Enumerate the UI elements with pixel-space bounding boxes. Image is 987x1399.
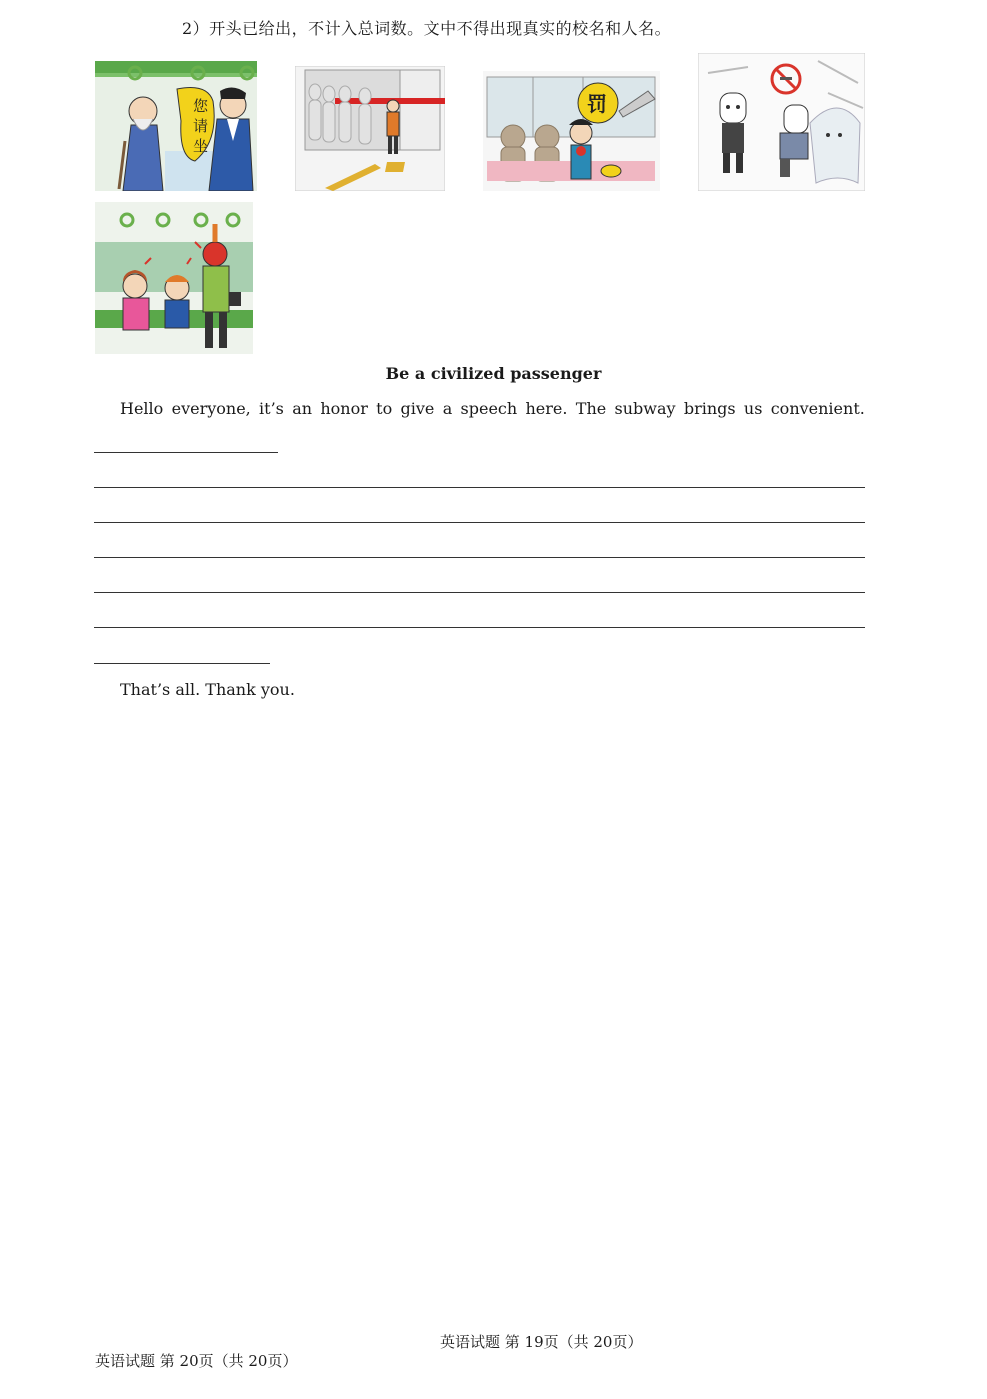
picture-no-smoking — [698, 53, 865, 191]
opening-word: speech — [460, 399, 518, 418]
page-footer-left: 英语试题 第 20页（共 20页） — [95, 1352, 298, 1370]
answer-line[interactable] — [94, 627, 865, 628]
picture-loud-phone-call — [95, 202, 253, 354]
opening-word: a — [442, 399, 453, 418]
fine-illustration — [483, 71, 660, 191]
picture-queue-at-door — [295, 66, 445, 191]
opening-word: give — [400, 399, 435, 418]
essay-closing: That’s all. Thank you. — [120, 680, 295, 699]
offer-seat-illustration — [95, 61, 257, 191]
answer-line[interactable] — [94, 452, 278, 453]
opening-word: it’s — [259, 399, 284, 418]
instruction-text: 2）开头已给出，不计入总词数。文中不得出现真实的校名和人名。 — [182, 19, 672, 38]
opening-word: us — [743, 399, 763, 418]
opening-word: honor — [320, 399, 368, 418]
opening-word: The — [575, 399, 607, 418]
answer-line[interactable] — [94, 522, 865, 523]
sign-char-3: 坐 — [193, 137, 209, 155]
opening-word: to — [376, 399, 393, 418]
opening-word: everyone, — [171, 399, 251, 418]
opening-word: brings — [683, 399, 736, 418]
picture-offer-seat — [95, 61, 257, 191]
essay-opening — [120, 399, 865, 418]
sign-char-1: 您 — [193, 97, 209, 115]
no-smoking-illustration — [698, 53, 865, 191]
sign-char-2: 请 — [193, 117, 209, 135]
answer-line[interactable] — [94, 592, 865, 593]
essay-title: Be a civilized passenger — [385, 364, 602, 383]
opening-word: convenient. — [770, 399, 865, 418]
answer-line[interactable] — [94, 487, 865, 488]
page-footer-center: 英语试题 第 19页（共 20页） — [440, 1333, 643, 1351]
fine-sign-text: 罚 — [587, 92, 607, 116]
opening-word: subway — [614, 399, 676, 418]
opening-word: here. — [525, 399, 568, 418]
answer-line[interactable] — [94, 663, 270, 664]
answer-line[interactable] — [94, 557, 865, 558]
picture-fine-for-eating — [483, 71, 660, 191]
opening-word: Hello — [120, 399, 164, 418]
opening-word: an — [292, 399, 313, 418]
queue-illustration — [295, 66, 445, 191]
loud-call-illustration — [95, 202, 253, 354]
